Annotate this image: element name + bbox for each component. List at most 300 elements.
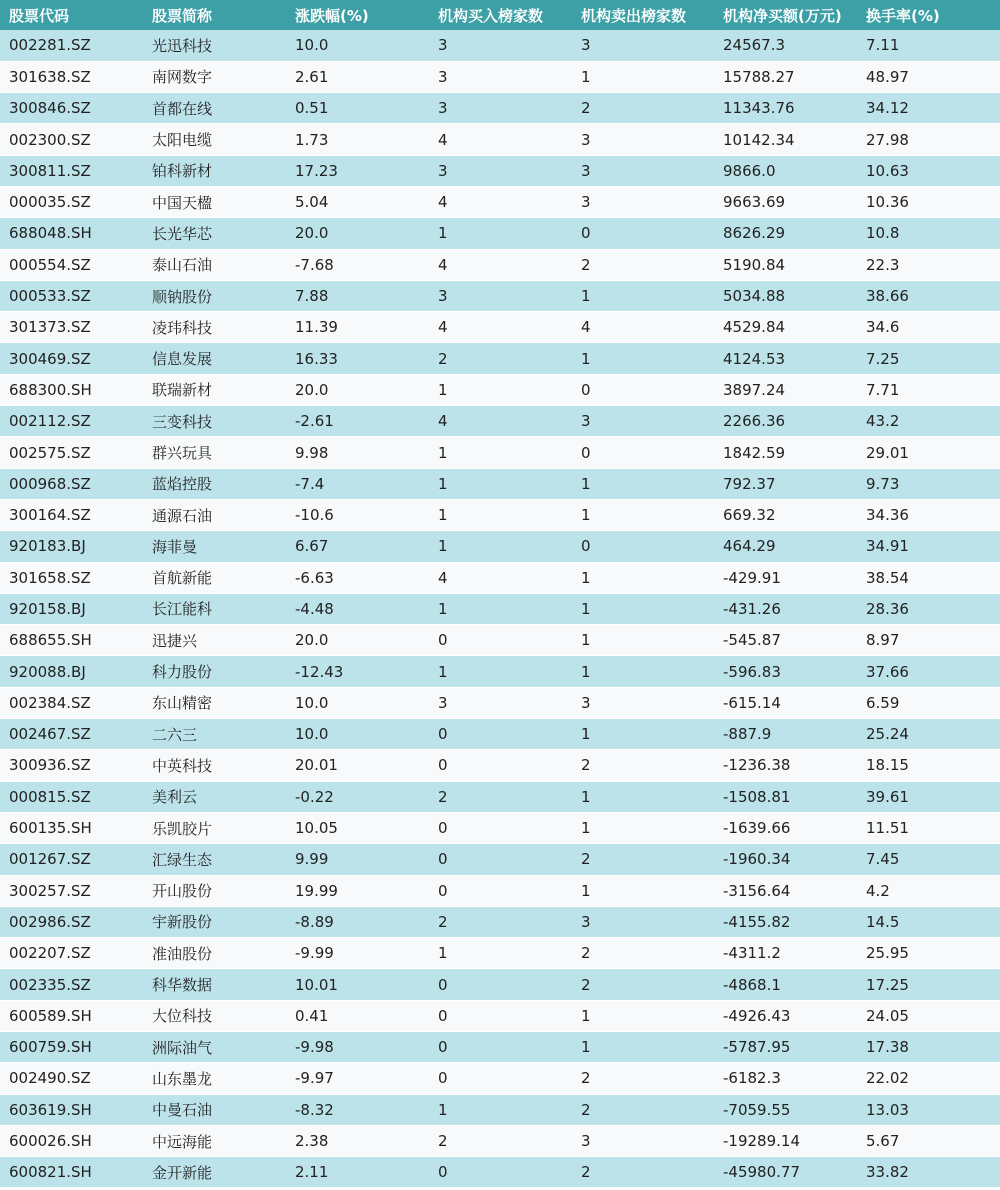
- change-pct-cell: -6.63: [286, 562, 429, 593]
- stock-name-cell: 群兴玩具: [143, 437, 286, 468]
- buy-count-cell: 1: [429, 499, 572, 530]
- buy-count-cell: 1: [429, 593, 572, 624]
- stock-code-cell: 688655.SH: [0, 625, 143, 656]
- sell-count-cell: 1: [572, 625, 714, 656]
- buy-count-cell: 0: [429, 875, 572, 906]
- change-pct-cell: 6.67: [286, 531, 429, 562]
- stock-code-cell: 301638.SZ: [0, 61, 143, 92]
- sell-count-cell: 0: [572, 437, 714, 468]
- stock-code-cell: 000554.SZ: [0, 249, 143, 280]
- stock-code-cell: 002207.SZ: [0, 938, 143, 969]
- stock-code-cell: 300469.SZ: [0, 343, 143, 374]
- net-buy-cell: 15788.27: [714, 61, 857, 92]
- turnover-cell: 7.45: [857, 844, 1000, 875]
- stock-name-cell: 海菲曼: [143, 531, 286, 562]
- sell-count-cell: 3: [572, 687, 714, 718]
- change-pct-cell: -8.89: [286, 906, 429, 937]
- change-pct-cell: 16.33: [286, 343, 429, 374]
- buy-count-cell: 0: [429, 625, 572, 656]
- buy-count-cell: 3: [429, 155, 572, 186]
- turnover-cell: 39.61: [857, 781, 1000, 812]
- table-row[interactable]: [0, 280, 1000, 311]
- stock-code-cell: 002335.SZ: [0, 969, 143, 1000]
- table-row[interactable]: [0, 218, 1000, 249]
- table-row[interactable]: [0, 186, 1000, 217]
- stock-code-cell: 600759.SH: [0, 1032, 143, 1063]
- stock-name-cell: 二六三: [143, 719, 286, 750]
- buy-count-cell: 0: [429, 1032, 572, 1063]
- turnover-cell: 24.05: [857, 1000, 1000, 1031]
- stock-name-cell: 顺钠股份: [143, 280, 286, 311]
- stock-name-cell: 美利云: [143, 781, 286, 812]
- net-buy-cell: -545.87: [714, 625, 857, 656]
- sell-count-cell: 1: [572, 280, 714, 311]
- table-row[interactable]: [0, 531, 1000, 562]
- stock-code-cell: 301658.SZ: [0, 562, 143, 593]
- buy-count-cell: 3: [429, 280, 572, 311]
- turnover-cell: 48.97: [857, 61, 1000, 92]
- buy-count-cell: 2: [429, 906, 572, 937]
- table-row[interactable]: [0, 969, 1000, 1000]
- turnover-cell: 14.5: [857, 906, 1000, 937]
- buy-count-cell: 0: [429, 969, 572, 1000]
- change-pct-cell: 1.73: [286, 124, 429, 155]
- sell-count-cell: 1: [572, 812, 714, 843]
- buy-count-cell: 1: [429, 218, 572, 249]
- stock-code-cell: 300936.SZ: [0, 750, 143, 781]
- net-buy-cell: 4529.84: [714, 312, 857, 343]
- net-buy-cell: 8626.29: [714, 218, 857, 249]
- turnover-cell: 38.54: [857, 562, 1000, 593]
- net-buy-cell: 5190.84: [714, 249, 857, 280]
- buy-count-cell: 4: [429, 562, 572, 593]
- net-buy-cell: -1960.34: [714, 844, 857, 875]
- stock-name-cell: 开山股份: [143, 875, 286, 906]
- sell-count-cell: 3: [572, 30, 714, 61]
- turnover-cell: 25.24: [857, 719, 1000, 750]
- table-row[interactable]: [0, 844, 1000, 875]
- sell-count-cell: 1: [572, 468, 714, 499]
- turnover-cell: 37.66: [857, 656, 1000, 687]
- stock-code-cell: 600589.SH: [0, 1000, 143, 1031]
- net-buy-cell: 5034.88: [714, 280, 857, 311]
- table-row[interactable]: [0, 374, 1000, 405]
- turnover-cell: 38.66: [857, 280, 1000, 311]
- sell-count-cell: 1: [572, 1032, 714, 1063]
- turnover-cell: 11.51: [857, 812, 1000, 843]
- net-buy-cell: 792.37: [714, 468, 857, 499]
- table-row[interactable]: [0, 124, 1000, 155]
- sell-count-cell: 2: [572, 93, 714, 124]
- column-header-sell-count[interactable]: 机构卖出榜家数: [581, 6, 687, 25]
- stock-code-cell: 688048.SH: [0, 218, 143, 249]
- table-row[interactable]: [0, 562, 1000, 593]
- stock-name-cell: 泰山石油: [143, 249, 286, 280]
- turnover-cell: 9.73: [857, 468, 1000, 499]
- buy-count-cell: 0: [429, 844, 572, 875]
- stock-name-cell: 长光华芯: [143, 218, 286, 249]
- stock-code-cell: 002384.SZ: [0, 687, 143, 718]
- stock-name-cell: 东山精密: [143, 687, 286, 718]
- change-pct-cell: 2.38: [286, 1125, 429, 1156]
- net-buy-cell: 9866.0: [714, 155, 857, 186]
- buy-count-cell: 3: [429, 93, 572, 124]
- sell-count-cell: 2: [572, 844, 714, 875]
- net-buy-cell: -19289.14: [714, 1125, 857, 1156]
- table-row[interactable]: [0, 1157, 1000, 1188]
- change-pct-cell: -9.99: [286, 938, 429, 969]
- stock-name-cell: 迅捷兴: [143, 625, 286, 656]
- change-pct-cell: -9.98: [286, 1032, 429, 1063]
- buy-count-cell: 1: [429, 1094, 572, 1125]
- sell-count-cell: 1: [572, 1000, 714, 1031]
- buy-count-cell: 4: [429, 406, 572, 437]
- stock-name-cell: 金开新能: [143, 1157, 286, 1188]
- stock-name-cell: 山东墨龙: [143, 1063, 286, 1094]
- turnover-cell: 6.59: [857, 687, 1000, 718]
- buy-count-cell: 1: [429, 938, 572, 969]
- sell-count-cell: 1: [572, 343, 714, 374]
- buy-count-cell: 1: [429, 656, 572, 687]
- buy-count-cell: 0: [429, 1063, 572, 1094]
- stock-code-cell: 920183.BJ: [0, 531, 143, 562]
- change-pct-cell: 11.39: [286, 312, 429, 343]
- buy-count-cell: 2: [429, 343, 572, 374]
- stock-code-cell: 300164.SZ: [0, 499, 143, 530]
- turnover-cell: 10.63: [857, 155, 1000, 186]
- turnover-cell: 18.15: [857, 750, 1000, 781]
- stock-code-cell: 600821.SH: [0, 1157, 143, 1188]
- sell-count-cell: 2: [572, 249, 714, 280]
- stock-name-cell: 乐凯胶片: [143, 812, 286, 843]
- turnover-cell: 7.71: [857, 374, 1000, 405]
- stock-name-cell: 大位科技: [143, 1000, 286, 1031]
- change-pct-cell: 0.51: [286, 93, 429, 124]
- change-pct-cell: 9.99: [286, 844, 429, 875]
- stock-name-cell: 信息发展: [143, 343, 286, 374]
- stock-code-cell: 002575.SZ: [0, 437, 143, 468]
- stock-name-cell: 宇新股份: [143, 906, 286, 937]
- turnover-cell: 22.3: [857, 249, 1000, 280]
- change-pct-cell: -7.68: [286, 249, 429, 280]
- stock-code-cell: 002300.SZ: [0, 124, 143, 155]
- change-pct-cell: -10.6: [286, 499, 429, 530]
- table-row[interactable]: [0, 750, 1000, 781]
- table-row[interactable]: [0, 93, 1000, 124]
- sell-count-cell: 2: [572, 938, 714, 969]
- table-row[interactable]: [0, 875, 1000, 906]
- change-pct-cell: 7.88: [286, 280, 429, 311]
- table-row[interactable]: [0, 812, 1000, 843]
- buy-count-cell: 0: [429, 1157, 572, 1188]
- stock-code-cell: 000815.SZ: [0, 781, 143, 812]
- column-header-turnover[interactable]: 换手率(%): [866, 6, 940, 25]
- change-pct-cell: 17.23: [286, 155, 429, 186]
- stock-code-cell: 301373.SZ: [0, 312, 143, 343]
- turnover-cell: 10.36: [857, 186, 1000, 217]
- net-buy-cell: -1639.66: [714, 812, 857, 843]
- buy-count-cell: 0: [429, 719, 572, 750]
- change-pct-cell: -4.48: [286, 593, 429, 624]
- stock-code-cell: 000533.SZ: [0, 280, 143, 311]
- change-pct-cell: 20.0: [286, 625, 429, 656]
- sell-count-cell: 3: [572, 906, 714, 937]
- turnover-cell: 27.98: [857, 124, 1000, 155]
- net-buy-cell: -4868.1: [714, 969, 857, 1000]
- turnover-cell: 34.36: [857, 499, 1000, 530]
- change-pct-cell: 2.11: [286, 1157, 429, 1188]
- stock-code-cell: 000968.SZ: [0, 468, 143, 499]
- stock-code-cell: 300811.SZ: [0, 155, 143, 186]
- stock-code-cell: 002467.SZ: [0, 719, 143, 750]
- table-row[interactable]: [0, 499, 1000, 530]
- turnover-cell: 7.11: [857, 30, 1000, 61]
- sell-count-cell: 2: [572, 1063, 714, 1094]
- buy-count-cell: 1: [429, 468, 572, 499]
- sell-count-cell: 1: [572, 562, 714, 593]
- net-buy-cell: -5787.95: [714, 1032, 857, 1063]
- change-pct-cell: -12.43: [286, 656, 429, 687]
- sell-count-cell: 1: [572, 719, 714, 750]
- table-row[interactable]: [0, 906, 1000, 937]
- table-row[interactable]: [0, 625, 1000, 656]
- sell-count-cell: 0: [572, 531, 714, 562]
- buy-count-cell: 3: [429, 61, 572, 92]
- header-row: [0, 0, 1000, 30]
- table-row[interactable]: [0, 249, 1000, 280]
- table-row[interactable]: [0, 1000, 1000, 1031]
- change-pct-cell: 20.0: [286, 374, 429, 405]
- stock-name-cell: 洲际油气: [143, 1032, 286, 1063]
- table-row[interactable]: [0, 468, 1000, 499]
- change-pct-cell: 0.41: [286, 1000, 429, 1031]
- turnover-cell: 34.91: [857, 531, 1000, 562]
- net-buy-cell: -1508.81: [714, 781, 857, 812]
- turnover-cell: 43.2: [857, 406, 1000, 437]
- change-pct-cell: -7.4: [286, 468, 429, 499]
- turnover-cell: 28.36: [857, 593, 1000, 624]
- net-buy-cell: -596.83: [714, 656, 857, 687]
- stock-code-cell: 300846.SZ: [0, 93, 143, 124]
- buy-count-cell: 1: [429, 531, 572, 562]
- change-pct-cell: 10.05: [286, 812, 429, 843]
- turnover-cell: 5.67: [857, 1125, 1000, 1156]
- buy-count-cell: 0: [429, 750, 572, 781]
- turnover-cell: 34.6: [857, 312, 1000, 343]
- net-buy-cell: 4124.53: [714, 343, 857, 374]
- stock-name-cell: 太阳电缆: [143, 124, 286, 155]
- stock-name-cell: 中远海能: [143, 1125, 286, 1156]
- stock-code-cell: 300257.SZ: [0, 875, 143, 906]
- stock-code-cell: 002281.SZ: [0, 30, 143, 61]
- stock-name-cell: 科力股份: [143, 656, 286, 687]
- change-pct-cell: -0.22: [286, 781, 429, 812]
- turnover-cell: 22.02: [857, 1063, 1000, 1094]
- change-pct-cell: 10.01: [286, 969, 429, 1000]
- buy-count-cell: 2: [429, 1125, 572, 1156]
- change-pct-cell: 20.0: [286, 218, 429, 249]
- stock-code-cell: 002112.SZ: [0, 406, 143, 437]
- change-pct-cell: 5.04: [286, 186, 429, 217]
- column-header-change-pct[interactable]: 涨跌幅(%): [295, 6, 369, 25]
- column-header-buy-count[interactable]: 机构买入榜家数: [438, 6, 544, 25]
- column-header-stock-code[interactable]: 股票代码: [9, 6, 70, 25]
- stock-code-cell: 002490.SZ: [0, 1063, 143, 1094]
- buy-count-cell: 4: [429, 186, 572, 217]
- stock-name-cell: 光迅科技: [143, 30, 286, 61]
- table-row[interactable]: [0, 781, 1000, 812]
- stock-code-cell: 603619.SH: [0, 1094, 143, 1125]
- sell-count-cell: 0: [572, 374, 714, 405]
- buy-count-cell: 0: [429, 1000, 572, 1031]
- stock-code-cell: 920088.BJ: [0, 656, 143, 687]
- stock-name-cell: 科华数据: [143, 969, 286, 1000]
- table-row[interactable]: [0, 593, 1000, 624]
- turnover-cell: 25.95: [857, 938, 1000, 969]
- buy-count-cell: 4: [429, 249, 572, 280]
- turnover-cell: 17.25: [857, 969, 1000, 1000]
- change-pct-cell: 10.0: [286, 30, 429, 61]
- buy-count-cell: 0: [429, 812, 572, 843]
- sell-count-cell: 0: [572, 218, 714, 249]
- column-header-net-buy[interactable]: 机构净买额(万元): [723, 6, 842, 25]
- turnover-cell: 8.97: [857, 625, 1000, 656]
- buy-count-cell: 1: [429, 437, 572, 468]
- sell-count-cell: 2: [572, 750, 714, 781]
- stock-code-cell: 002986.SZ: [0, 906, 143, 937]
- sell-count-cell: 3: [572, 406, 714, 437]
- stock-name-cell: 长江能科: [143, 593, 286, 624]
- net-buy-cell: 24567.3: [714, 30, 857, 61]
- table-header: [0, 0, 1000, 30]
- stock-code-cell: 600135.SH: [0, 812, 143, 843]
- table-row[interactable]: [0, 312, 1000, 343]
- net-buy-cell: -4926.43: [714, 1000, 857, 1031]
- column-header-stock-name[interactable]: 股票简称: [152, 6, 213, 25]
- sell-count-cell: 2: [572, 1094, 714, 1125]
- buy-count-cell: 4: [429, 124, 572, 155]
- change-pct-cell: -9.97: [286, 1063, 429, 1094]
- sell-count-cell: 1: [572, 593, 714, 624]
- sell-count-cell: 3: [572, 124, 714, 155]
- change-pct-cell: 10.0: [286, 687, 429, 718]
- table-row[interactable]: [0, 437, 1000, 468]
- net-buy-cell: 9663.69: [714, 186, 857, 217]
- table-row[interactable]: [0, 938, 1000, 969]
- net-buy-cell: 10142.34: [714, 124, 857, 155]
- net-buy-cell: -3156.64: [714, 875, 857, 906]
- stock-name-cell: 凌玮科技: [143, 312, 286, 343]
- table-row[interactable]: [0, 719, 1000, 750]
- stock-code-cell: 688300.SH: [0, 374, 143, 405]
- net-buy-cell: 464.29: [714, 531, 857, 562]
- turnover-cell: 29.01: [857, 437, 1000, 468]
- stock-name-cell: 中英科技: [143, 750, 286, 781]
- sell-count-cell: 3: [572, 1125, 714, 1156]
- stock-code-cell: 000035.SZ: [0, 186, 143, 217]
- table-row[interactable]: [0, 343, 1000, 374]
- sell-count-cell: 3: [572, 186, 714, 217]
- sell-count-cell: 1: [572, 656, 714, 687]
- net-buy-cell: -431.26: [714, 593, 857, 624]
- change-pct-cell: 19.99: [286, 875, 429, 906]
- stock-name-cell: 通源石油: [143, 499, 286, 530]
- stock-name-cell: 首航新能: [143, 562, 286, 593]
- stock-name-cell: 汇绿生态: [143, 844, 286, 875]
- sell-count-cell: 1: [572, 781, 714, 812]
- turnover-cell: 4.2: [857, 875, 1000, 906]
- stock-name-cell: 联瑞新材: [143, 374, 286, 405]
- buy-count-cell: 2: [429, 781, 572, 812]
- net-buy-cell: 2266.36: [714, 406, 857, 437]
- change-pct-cell: 2.61: [286, 61, 429, 92]
- turnover-cell: 13.03: [857, 1094, 1000, 1125]
- table-row[interactable]: [0, 1032, 1000, 1063]
- buy-count-cell: 3: [429, 30, 572, 61]
- stock-code-cell: 001267.SZ: [0, 844, 143, 875]
- stock-name-cell: 南网数字: [143, 61, 286, 92]
- table-row[interactable]: [0, 406, 1000, 437]
- net-buy-cell: -45980.77: [714, 1157, 857, 1188]
- buy-count-cell: 1: [429, 374, 572, 405]
- change-pct-cell: -2.61: [286, 406, 429, 437]
- net-buy-cell: -4311.2: [714, 938, 857, 969]
- net-buy-cell: 1842.59: [714, 437, 857, 468]
- net-buy-cell: -4155.82: [714, 906, 857, 937]
- stock-name-cell: 中曼石油: [143, 1094, 286, 1125]
- table-row[interactable]: [0, 1125, 1000, 1156]
- change-pct-cell: 10.0: [286, 719, 429, 750]
- net-buy-cell: -615.14: [714, 687, 857, 718]
- stock-name-cell: 首都在线: [143, 93, 286, 124]
- table-row[interactable]: [0, 656, 1000, 687]
- sell-count-cell: 4: [572, 312, 714, 343]
- table-row[interactable]: [0, 1063, 1000, 1094]
- stock-name-cell: 蓝焰控股: [143, 468, 286, 499]
- net-buy-cell: -887.9: [714, 719, 857, 750]
- net-buy-cell: -429.91: [714, 562, 857, 593]
- table-row[interactable]: [0, 61, 1000, 92]
- stock-name-cell: 三变科技: [143, 406, 286, 437]
- stock-name-cell: 准油股份: [143, 938, 286, 969]
- table-row[interactable]: [0, 155, 1000, 186]
- sell-count-cell: 1: [572, 61, 714, 92]
- sell-count-cell: 1: [572, 499, 714, 530]
- sell-count-cell: 1: [572, 875, 714, 906]
- table-row[interactable]: [0, 1094, 1000, 1125]
- net-buy-cell: 669.32: [714, 499, 857, 530]
- turnover-cell: 17.38: [857, 1032, 1000, 1063]
- table-body: [0, 30, 1000, 1188]
- turnover-cell: 33.82: [857, 1157, 1000, 1188]
- stock-code-cell: 920158.BJ: [0, 593, 143, 624]
- net-buy-cell: -1236.38: [714, 750, 857, 781]
- turnover-cell: 34.12: [857, 93, 1000, 124]
- stock-name-cell: 铂科新材: [143, 155, 286, 186]
- change-pct-cell: -8.32: [286, 1094, 429, 1125]
- sell-count-cell: 3: [572, 155, 714, 186]
- buy-count-cell: 3: [429, 687, 572, 718]
- net-buy-cell: -6182.3: [714, 1063, 857, 1094]
- stock-name-cell: 中国天楹: [143, 186, 286, 217]
- net-buy-cell: 3897.24: [714, 374, 857, 405]
- table-row[interactable]: [0, 30, 1000, 61]
- net-buy-cell: 11343.76: [714, 93, 857, 124]
- sell-count-cell: 2: [572, 969, 714, 1000]
- table-row[interactable]: [0, 687, 1000, 718]
- turnover-cell: 7.25: [857, 343, 1000, 374]
- stock-code-cell: 600026.SH: [0, 1125, 143, 1156]
